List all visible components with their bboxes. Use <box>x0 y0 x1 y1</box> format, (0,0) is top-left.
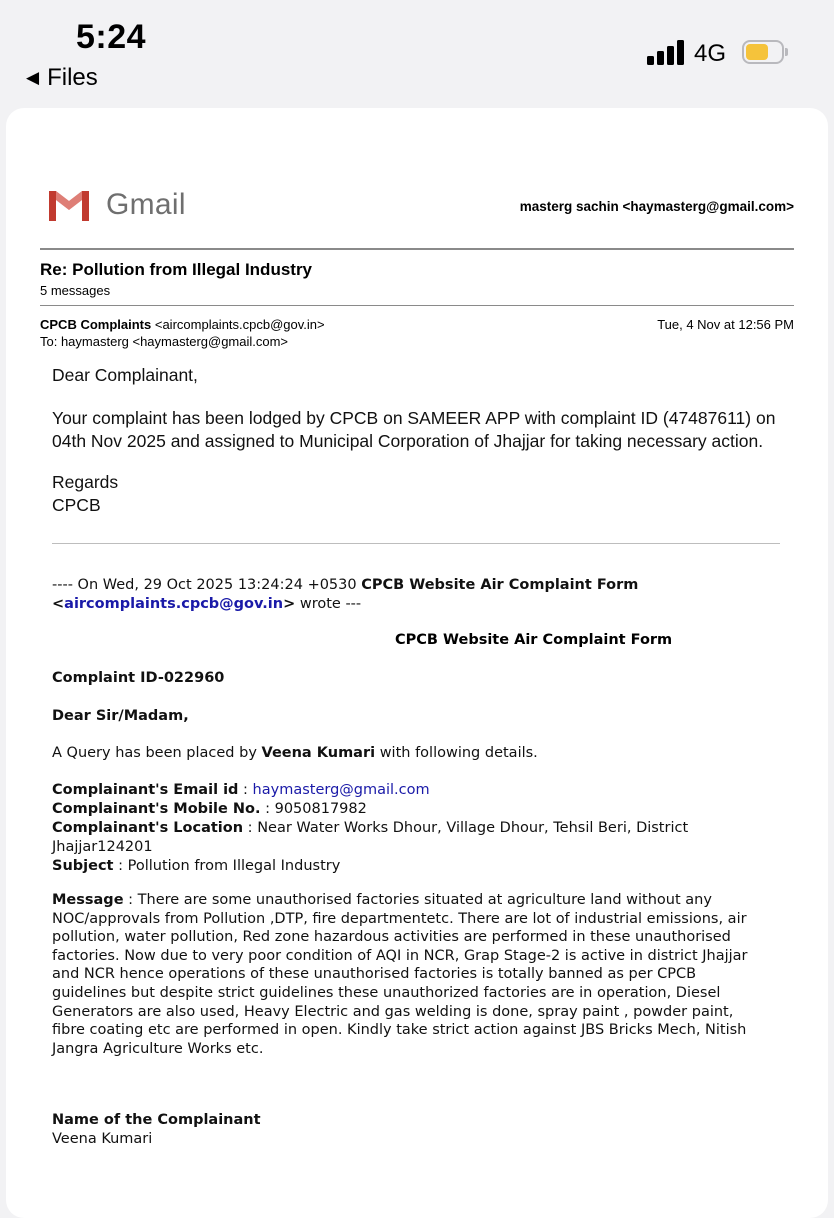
message-date: Tue, 4 Nov at 12:56 PM <box>657 317 794 332</box>
quoted-sender-email-link[interactable]: aircomplaints.cpcb@gov.in <box>64 596 284 612</box>
message-body-line: Your complaint has been lodged by CPCB on SAMEER APP with complaint ID (47487611) on <box>52 408 776 428</box>
message-line: and NCR hence operations of these unauthorised factories is totally banned as per CPCB <box>52 966 697 982</box>
message-regards: Regards <box>52 472 119 492</box>
sender-email: <aircomplaints.cpcb@gov.in> <box>154 317 325 332</box>
message-line: Message : There are some unauthorised factories situated at agriculture land without any <box>52 892 712 908</box>
salutation: Dear Sir/Madam, <box>52 708 189 724</box>
quoted-intro-second-line <box>52 595 361 614</box>
quoted-intro-prefix: ---- On Wed, 29 Oct 2025 13:24:24 +0530 <box>52 577 357 593</box>
message-line: factories. Now due to very poor condition of AQI in NCR, Grap Stage-2 is active in district Jhajjar <box>52 948 748 964</box>
cellular-signal-icon <box>647 40 685 65</box>
message-label: Message <box>52 892 124 908</box>
recipient-line: To: haymasterg <haymasterg@gmail.com> <box>40 334 289 349</box>
mobile-detail-row: Complainant's Mobile No. : 9050817982 <box>52 801 367 817</box>
gmail-logo <box>46 188 186 222</box>
thread-subject: Re: Pollution from Illegal Industry <box>40 260 313 279</box>
query-suffix: with following details. <box>379 745 538 761</box>
back-to-files-button[interactable] <box>26 64 98 92</box>
query-name: Veena Kumari <box>261 745 376 761</box>
mobile-value: 9050817982 <box>274 801 367 817</box>
complaint-id: Complaint ID-022960 <box>52 670 225 686</box>
mobile-label: Complainant's Mobile No. <box>52 801 261 817</box>
sender-name: CPCB Complaints <box>40 317 152 332</box>
quoted-intro <box>52 576 638 595</box>
back-label: Files <box>47 64 98 91</box>
email-label: Complainant's Email id <box>52 782 239 798</box>
gmail-wordmark: Gmail <box>106 188 186 221</box>
battery-icon <box>742 40 788 64</box>
quoted-lt: < <box>52 596 65 612</box>
back-triangle-icon: ◀ <box>26 68 40 87</box>
message-line: fibre coating etc are performed in open. Kindly take strict action against JBS Bricks Mech, Nitish <box>52 1022 747 1038</box>
message-greeting: Dear Complainant, <box>52 365 198 385</box>
account-name: masterg sachin <haymasterg@gmail.com> <box>519 199 794 214</box>
query-prefix: A Query has been placed by <box>52 745 257 761</box>
message-count: 5 messages <box>40 283 111 298</box>
message-line: pollution, water pollution, Red zone hazardous activities are performed in these unauthorised <box>52 929 731 945</box>
complainant-email-link[interactable]: haymasterg@gmail.com <box>252 782 430 798</box>
status-bar <box>0 0 834 100</box>
location-value: Near Water Works Dhour, Village Dhour, Tehsil Beri, District <box>257 820 689 836</box>
form-title: CPCB Website Air Complaint Form <box>395 632 673 648</box>
quoted-gt: > <box>283 596 296 612</box>
subject-label: Subject <box>52 858 114 874</box>
network-type: 4G <box>694 40 727 67</box>
location-label: Complainant's Location <box>52 820 244 836</box>
message-line: Generators are also used, Heavy Electric and gas welding is done, spray paint , powder paint, <box>52 1004 734 1020</box>
location-detail-row: Complainant's Location : Near Water Works Dhour, Village Dhour, Tehsil Beri, District <box>52 820 689 836</box>
message-text: There are some unauthorised factories situated at agriculture land without any <box>137 892 712 908</box>
message-line: guidelines but despite strict guidelines these unauthorized factories are in operation, Diesel <box>52 985 721 1001</box>
complainant-name-label: Name of the Complainant <box>52 1112 261 1128</box>
message-signature: CPCB <box>52 495 101 515</box>
subject-value: Pollution from Illegal Industry <box>127 858 341 874</box>
subject-detail-row: Subject : Pollution from Illegal Industry <box>52 858 341 874</box>
message-body-line: 04th Nov 2025 and assigned to Municipal Corporation of Jhajjar for taking necessary action. <box>52 431 764 451</box>
complainant-name-value: Veena Kumari <box>52 1131 153 1147</box>
quoted-intro-suffix: wrote --- <box>299 596 362 612</box>
quote-divider <box>52 543 780 544</box>
location-value-continued: Jhajjar124201 <box>52 839 153 855</box>
email-detail-row: Complainant's Email id : haymasterg@gmail.com <box>52 782 430 798</box>
query-line <box>52 744 538 763</box>
message-line: NOC/approvals from Pollution ,DTP, fire departmentetc. There are lot of industrial emissions, air <box>52 911 747 927</box>
header-divider <box>40 248 794 250</box>
sender-line <box>40 317 325 332</box>
gmail-envelope-icon <box>46 188 92 222</box>
subject-divider <box>40 305 794 306</box>
quoted-intro-sender: CPCB Website Air Complaint Form <box>361 577 639 593</box>
status-time: 5:24 <box>76 18 147 56</box>
message-line: Jangra Agriculture Works etc. <box>52 1041 264 1057</box>
